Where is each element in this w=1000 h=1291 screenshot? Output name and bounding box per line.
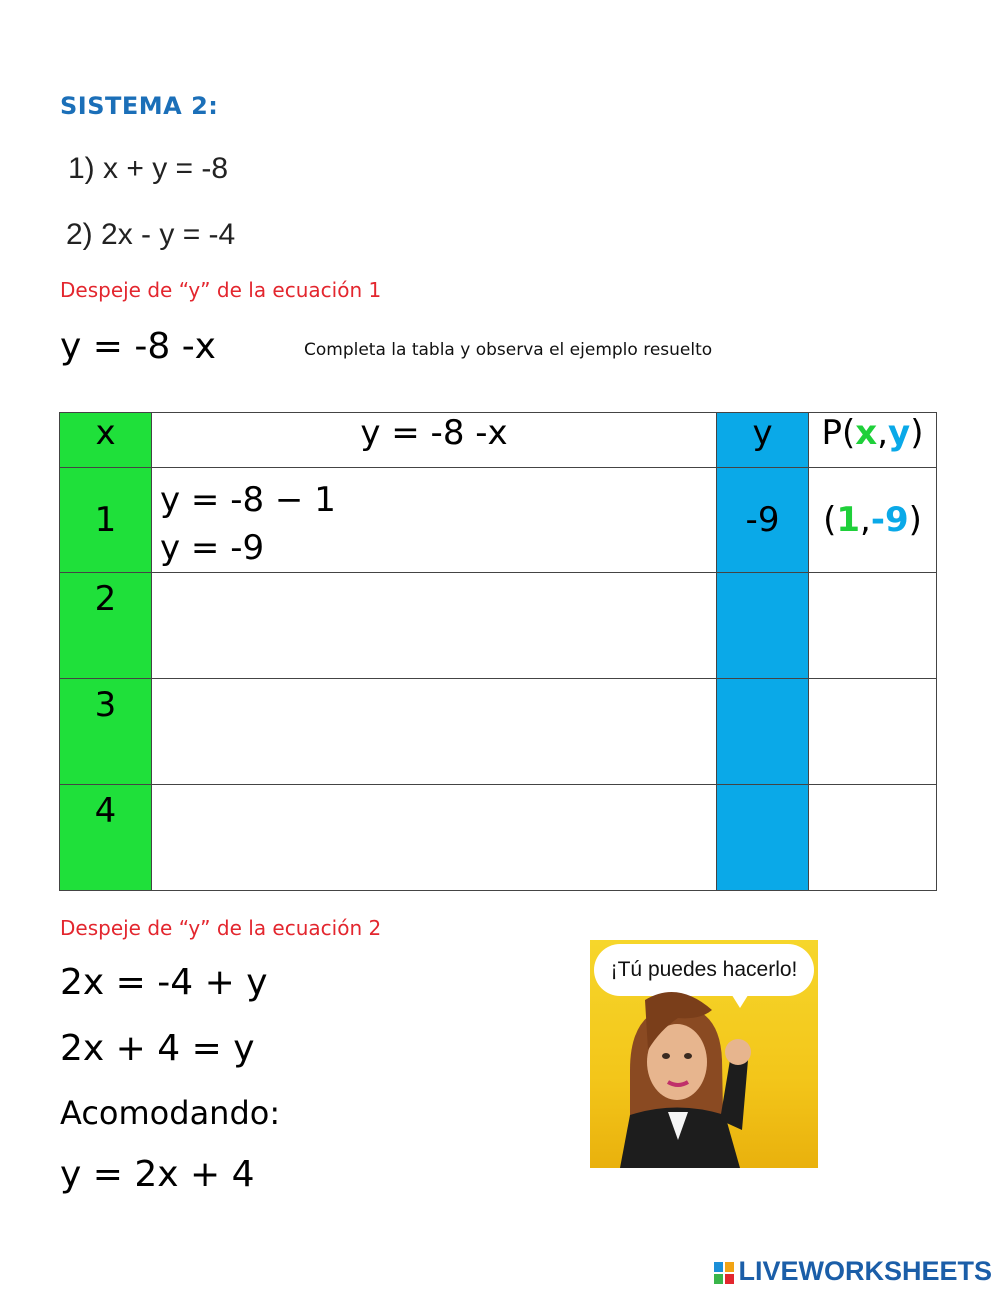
row-y-input[interactable]	[717, 573, 809, 679]
row-x: 3	[60, 679, 152, 785]
header-point-comma: ,	[877, 413, 889, 453]
header-point-y: y	[888, 413, 911, 453]
row-x: 2	[60, 573, 152, 679]
values-table	[59, 412, 937, 891]
header-point-suffix: )	[910, 413, 924, 453]
header-x: x	[60, 413, 152, 468]
table-header-row	[60, 413, 937, 468]
row-x: 4	[60, 785, 152, 891]
example-point-comma: ,	[860, 500, 871, 540]
page-title: SISTEMA 2:	[60, 92, 219, 120]
example-work-line2: y = -9	[160, 528, 265, 568]
row-point-input[interactable]	[809, 785, 937, 891]
section2-step1: 2x = -4 + y	[60, 962, 268, 1003]
section2-step2: 2x + 4 = y	[60, 1028, 255, 1069]
row-y-input[interactable]	[717, 679, 809, 785]
section1-label: Despeje de “y” de la ecuación 1	[60, 278, 382, 302]
example-y: -9	[717, 468, 809, 573]
table-row	[60, 468, 937, 573]
section2-label: Despeje de “y” de la ecuación 2	[60, 916, 382, 940]
encouragement-image	[590, 940, 818, 1168]
row-y-input[interactable]	[717, 785, 809, 891]
table-row	[60, 785, 937, 891]
example-point-close: )	[908, 500, 922, 540]
header-expression: y = -8 -x	[152, 413, 717, 468]
example-point-open: (	[823, 500, 837, 540]
row-work-input[interactable]	[152, 679, 717, 785]
equation-1: 1) x + y = -8	[68, 152, 229, 185]
instruction-text: Completa la tabla y observa el ejemplo resuelto	[304, 340, 713, 360]
example-point	[809, 468, 937, 573]
row-point-input[interactable]	[809, 679, 937, 785]
table-row	[60, 573, 937, 679]
table-row	[60, 679, 937, 785]
example-x: 1	[60, 468, 152, 573]
section2-step4: y = 2x + 4	[60, 1154, 255, 1195]
equation-2: 2) 2x - y = -4	[66, 218, 236, 251]
header-y: y	[717, 413, 809, 468]
section1-expression: y = -8 -x	[60, 326, 216, 367]
row-work-input[interactable]	[152, 785, 717, 891]
section2-step3: Acomodando:	[60, 1094, 281, 1132]
example-work	[152, 468, 717, 573]
logo-icon	[714, 1262, 734, 1284]
row-point-input[interactable]	[809, 573, 937, 679]
header-point-x: x	[855, 413, 878, 453]
example-point-y: -9	[870, 500, 909, 540]
header-point-prefix: P(	[821, 413, 856, 453]
example-point-x: 1	[836, 500, 861, 540]
header-point	[809, 413, 937, 468]
example-work-line1: y = -8 − 1	[160, 480, 336, 520]
avatar-illustration	[590, 940, 818, 1168]
speech-bubble: ¡Tú puedes hacerlo!	[594, 944, 814, 996]
logo-text: LIVEWORKSHEETS	[738, 1256, 992, 1286]
row-work-input[interactable]	[152, 573, 717, 679]
site-logo	[714, 1256, 992, 1287]
